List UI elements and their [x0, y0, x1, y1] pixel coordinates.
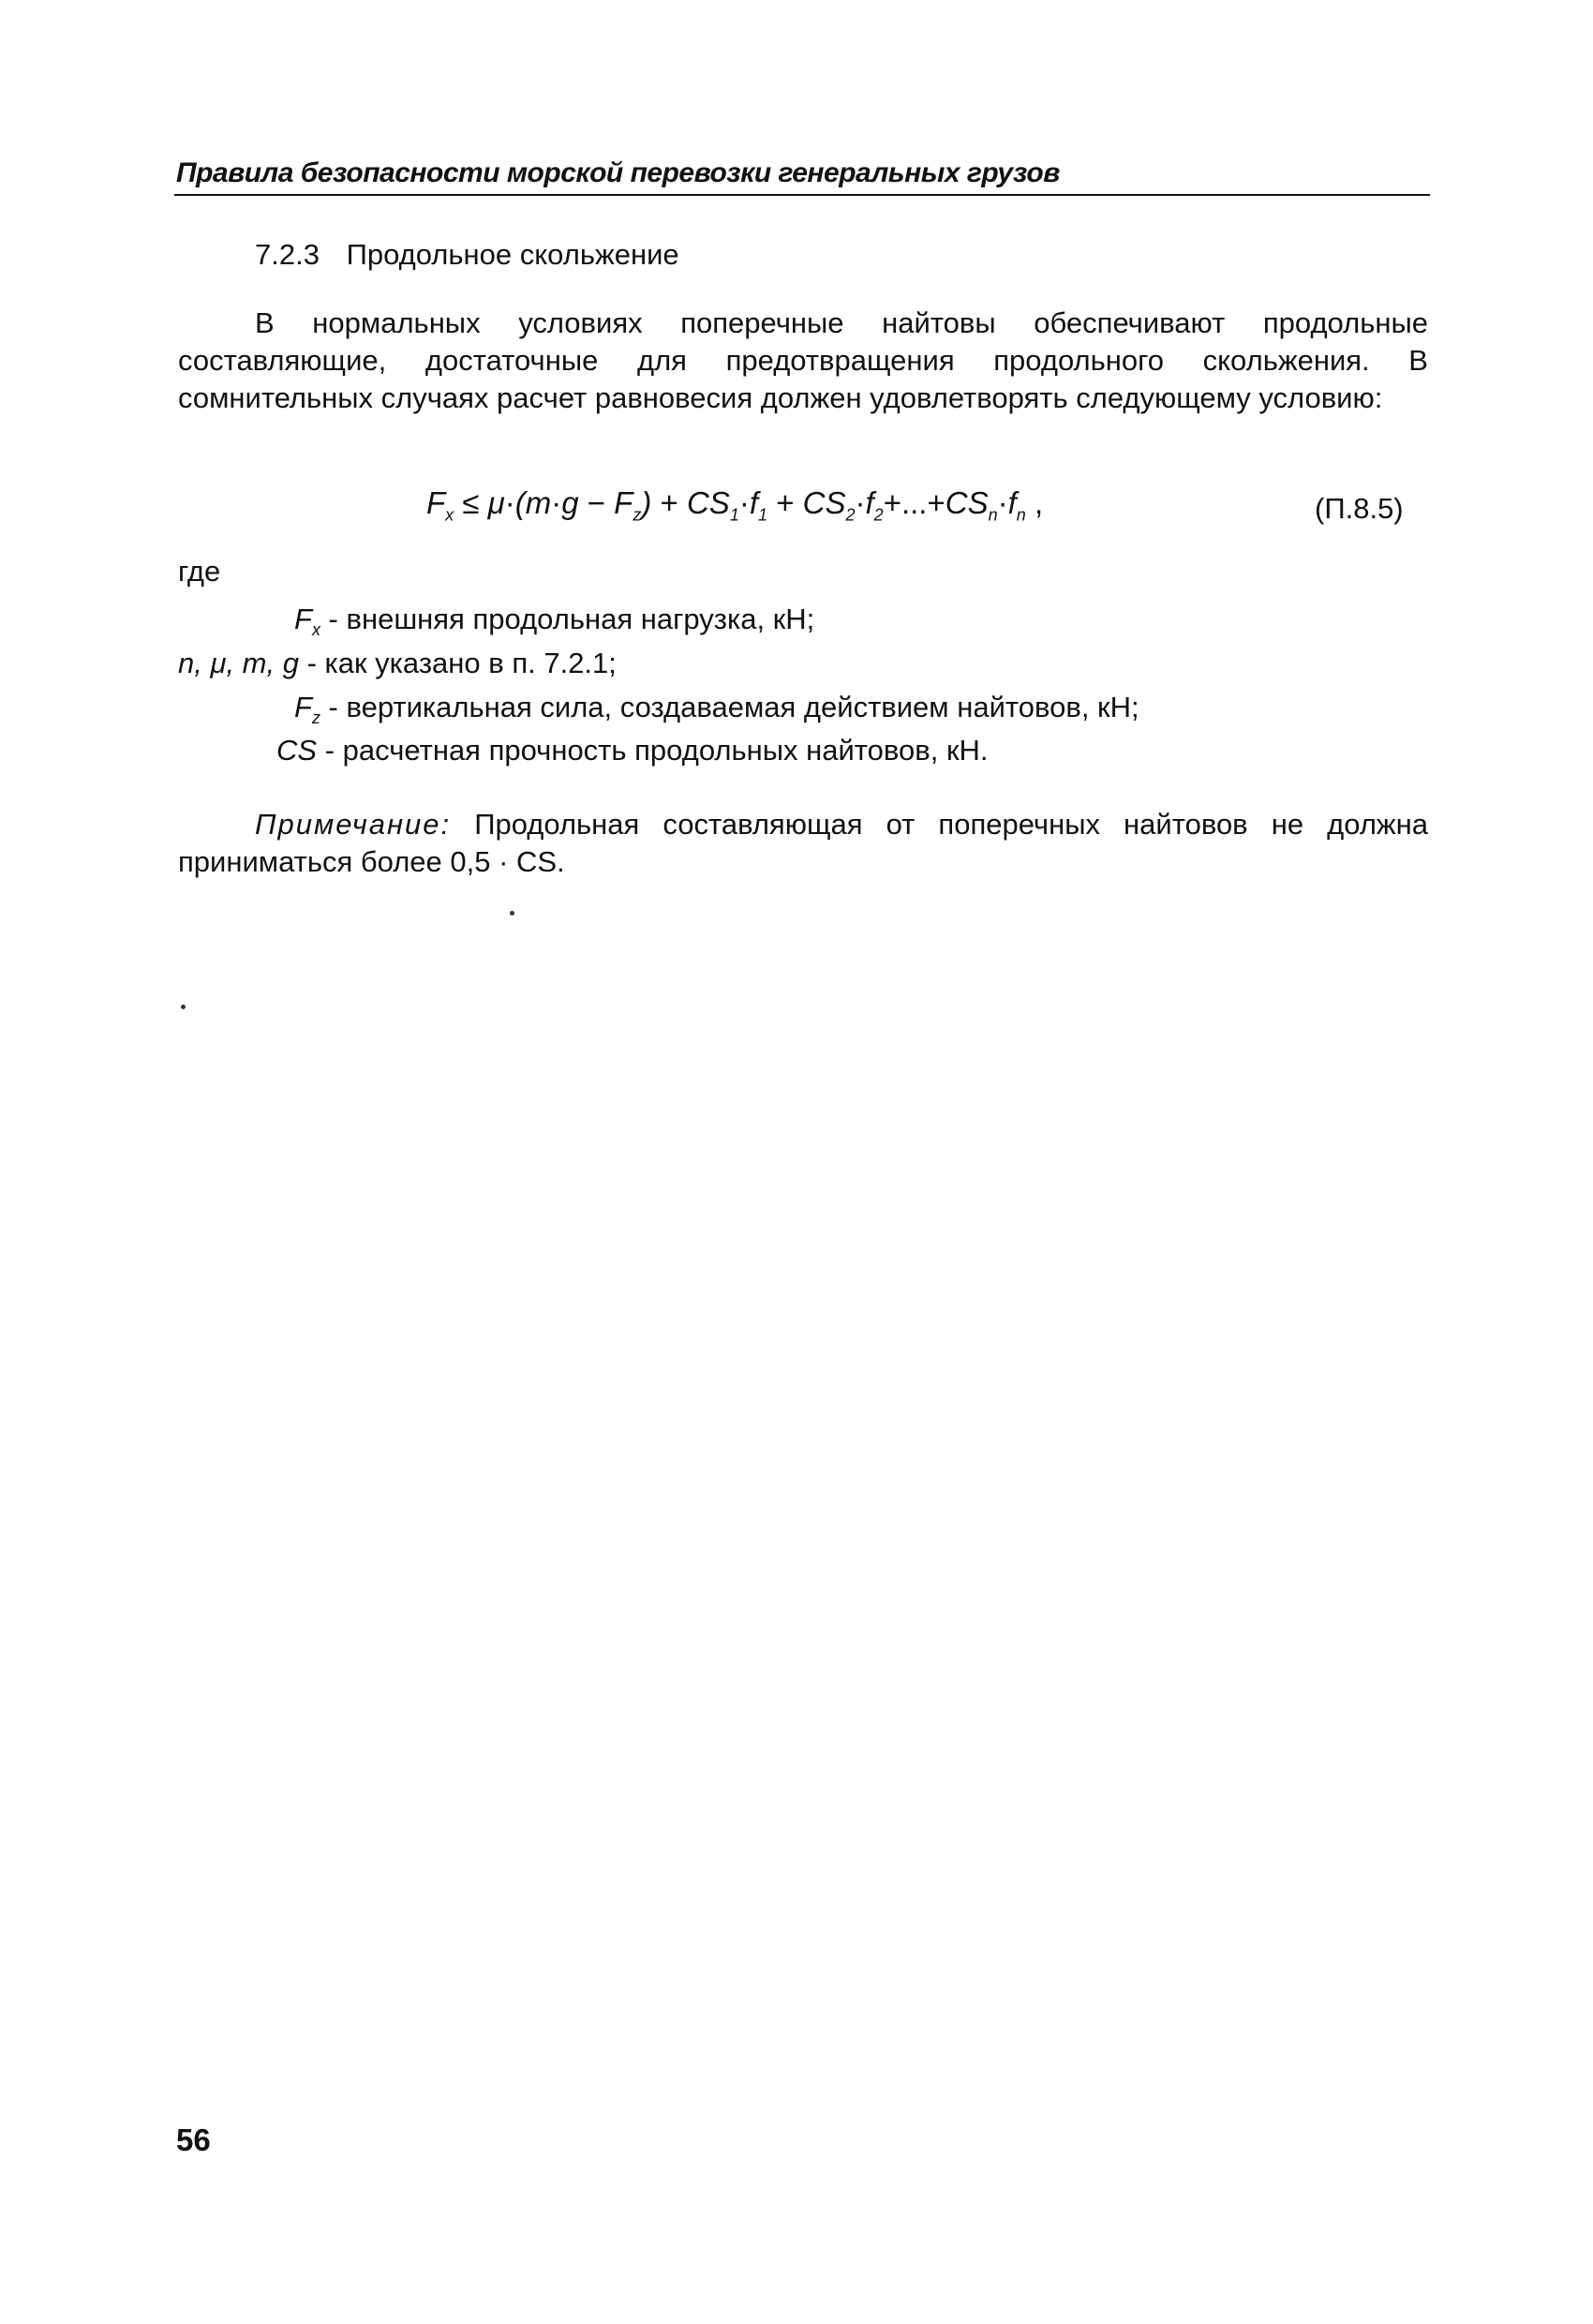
scan-speck — [181, 1005, 186, 1009]
scan-speck — [510, 911, 514, 916]
section-heading — [255, 238, 679, 272]
paragraph-text: В нормальных условиях поперечные найтовы обеспечивают продольные составляющие, достаточные для предотвращения продольного скольжения. В сомнительных случаях расчет равновесия должен удовлетворять следующему условию: — [178, 306, 1428, 414]
definition-fz — [294, 691, 1139, 728]
definition-text: - как указано в п. 7.2.1; — [298, 647, 617, 679]
running-header-title: Правила безопасности морской перевозки генеральных грузов — [176, 157, 1060, 188]
equation-number: (П.8.5) — [1315, 492, 1404, 525]
formula-p-8-5 — [426, 485, 1043, 526]
definition-symbol: $F_z$ — [294, 691, 320, 728]
page-number: 56 — [176, 2123, 211, 2157]
body-paragraph — [178, 305, 1428, 417]
definition-symbol: n, μ, m, g — [178, 647, 299, 679]
where-label: где — [178, 555, 221, 588]
definition-cs — [276, 734, 989, 767]
definition-text: - внешняя продольная нагрузка, кН; — [320, 603, 815, 635]
definition-text: - расчетная прочность продольных найтовов, кН. — [317, 734, 989, 767]
header-rule — [174, 194, 1430, 196]
section-title: Продольное скольжение — [346, 238, 679, 271]
note-text: Продольная составляющая от поперечных найтовов не должна приниматься более 0,5 · CS. — [178, 808, 1428, 878]
definition-symbol: $F_x$ — [294, 603, 320, 640]
note-paragraph — [178, 806, 1428, 881]
definition-fx — [294, 603, 814, 640]
definition-symbol: CS — [276, 734, 318, 767]
note-label: Примечание: — [255, 808, 452, 841]
definition-text: - вертикальная сила, создаваемая действием найтовов, кН; — [320, 691, 1139, 723]
definition-n-mu-m-g — [178, 647, 617, 680]
section-number: 7.2.3 — [255, 238, 320, 271]
formula-visual: $F_x \le \mu\cdot(m\cdot g - F_z) + CS_1\cdot f_1 + CS_2\cdot f_2+...+CS_n\cdot f_n$ , — [426, 485, 1044, 525]
